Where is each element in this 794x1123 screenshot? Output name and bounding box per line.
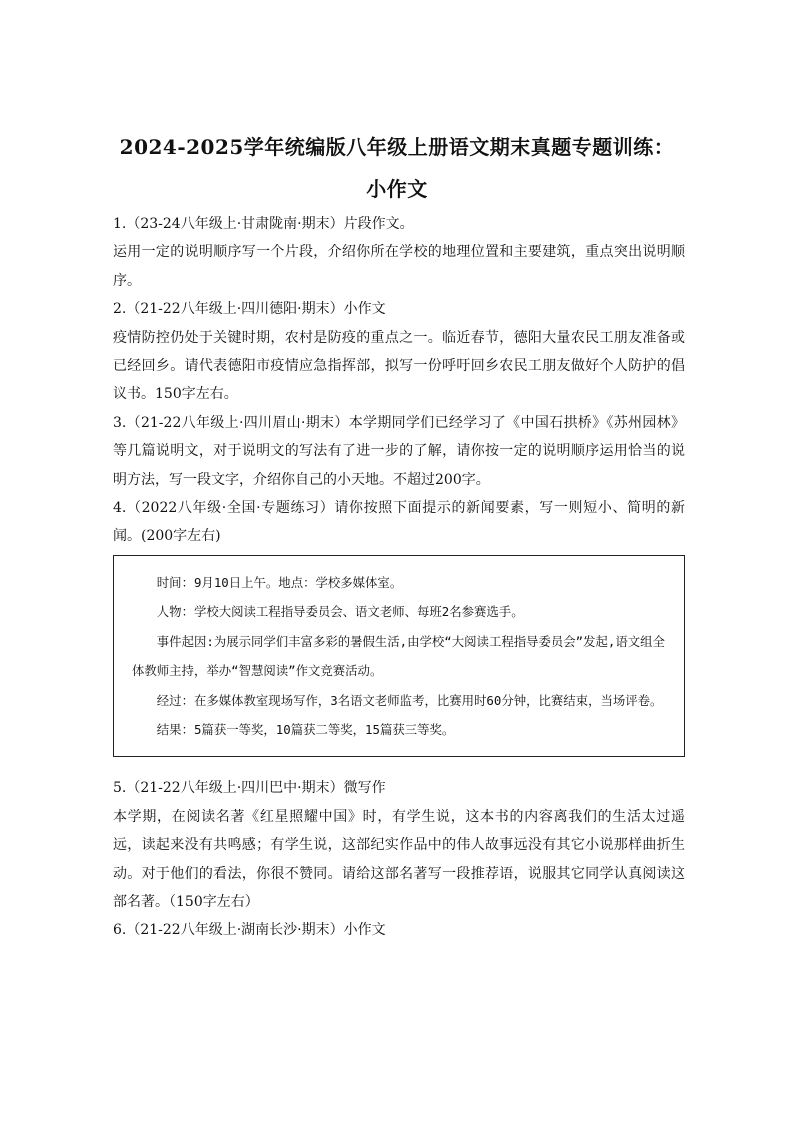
question-1 bbox=[113, 210, 685, 295]
question-heading: 1.（23-24八年级上·甘肃陇南·期末）片段作文。 bbox=[113, 216, 414, 232]
question-heading: 5.（21-22八年级上·四川巴中·期末）微写作 bbox=[113, 780, 386, 797]
box-line: 事件起因:为展示同学们丰富多彩的暑假生活,由学校“大阅读工程指导委员会”发起,语文组全体教师主持，举办“智慧阅读”作文竞赛活动。 bbox=[132, 633, 665, 679]
box-line: 人物：学校大阅读工程指导委员会、语文老师、每班2名参赛选手。 bbox=[156, 604, 524, 620]
box-line: 经过：在多媒体教室现场写作，3名语文老师监考，比赛用时60分钟，比赛结束，当场评卷。 bbox=[156, 692, 663, 708]
question-2 bbox=[113, 295, 685, 409]
question-text: 本学期，在阅读名著《红星照耀中国》时，有学生说，这本书的内容离我们的生活太过遥远，读起来没有共鸣感；有学生说，这部纪实作品中的伟人故事远没有其它小说那样曲折生动。对于他们的看法，你很不赞同。请给这部名著写一段推荐语，说服其它同学认真阅读这部名著。（150字左右） bbox=[113, 808, 685, 910]
question-list bbox=[113, 210, 685, 945]
question-text: 运用一定的说明顺序写一个片段，介绍你所在学校的地理位置和主要建筑，重点突出说明顺序。 bbox=[113, 244, 685, 289]
news-elements-box bbox=[113, 555, 685, 757]
question-6 bbox=[113, 916, 685, 944]
box-line: 结果：5篇获一等奖，10篇获二等奖，15篇获三等奖。 bbox=[156, 721, 455, 737]
question-5 bbox=[113, 774, 685, 916]
question-heading: 6.（21-22八年级上·湖南长沙·期末）小作文 bbox=[113, 922, 386, 939]
question-heading: 3.（21-22八年级上·四川眉山·期末）本学期同学们已经学习了《中国石拱桥》《苏州园林》等几篇说明文，对于说明文的写法有了进一步的了解，请你按一定的说明顺序运用恰当的说明方法，写一段文字，介绍你自己的小天地。不超过200字。 bbox=[113, 414, 685, 488]
question-heading: 2.（21-22八年级上·四川德阳·期末）小作文 bbox=[113, 301, 386, 318]
question-heading: 4.（2022八年级·全国·专题练习）请你按照下面提示的新闻要素，写一则短小、简明的新闻。(200字左右) bbox=[113, 500, 685, 545]
box-line: 时间：9月10日上午。地点：学校多媒体室。 bbox=[156, 574, 403, 590]
question-text: 疫情防控仍处于关键时期，农村是防疫的重点之一。临近春节，德阳大量农民工朋友准备或已经回乡。请代表德阳市疫情应急指挥部，拟写一份呼吁回乡农民工朋友做好个人防护的倡议书。150字左右。 bbox=[113, 329, 685, 403]
question-4 bbox=[113, 494, 685, 757]
question-3 bbox=[113, 409, 685, 494]
page-title: 2024-2025学年统编版八年级上册语文期末真题专题训练：小作文 bbox=[119, 135, 675, 201]
